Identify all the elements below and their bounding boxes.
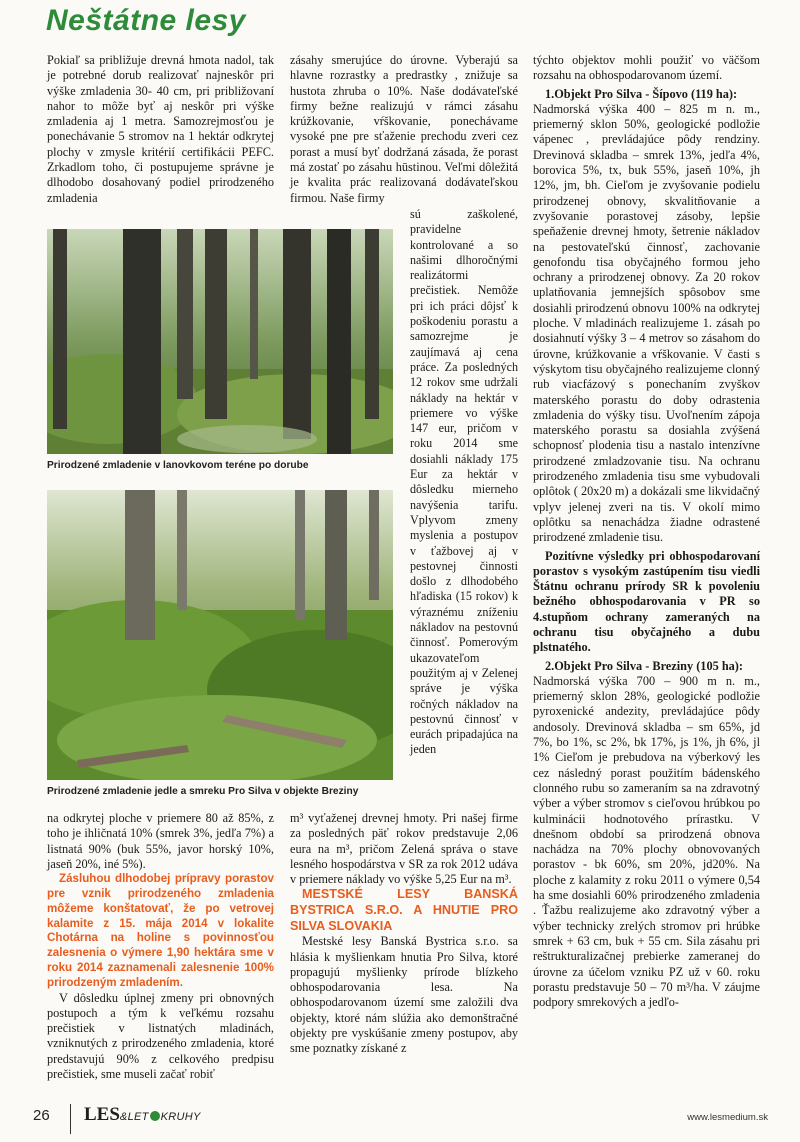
object-1-title: 1.Objekt Pro Silva - Šípovo (119 ha): (545, 86, 738, 101)
column-1-top (47, 53, 274, 206)
column-2-top (290, 53, 518, 206)
paragraph: V dôsledku úplnej zmeny pri obnovných postupoch a tým k veľkému rozsahu prečistiek v listnatých mladinách, vzniknutých z prirodzeného zmladenia, ktoré predstavujú 90% z celkového predpisu prečistiek, sme museli začať robiť (47, 990, 274, 1082)
highlight-paragraph: Zásluhou dlhodobej prípravy porastov pre vznik prirodzeného zmladenia môžeme konštatovať, že po vetrovej kalamite z 15. mája 2014 v lokalite Chotárna na holine s povinnosťou zalesnenia o výmere 1,90 hektára sme v roku 2014 zaznamenali zalesnenie 100% prirodzeným zmladením. (47, 872, 274, 989)
column-2-narrow (410, 207, 518, 758)
page-number: 26 (33, 1107, 50, 1124)
column-2-bottom (290, 811, 518, 1057)
paragraph: Mestské lesy Banská Bystrica s.r.o. sa hlásia k myšlienkam hnutia Pro Silva, ktoré propagujú myšlienky prírode blízkeho obhospodarovania lesa. Na obhospodarovanom území sme založili dva objekty, ktoré nám slúžia ako demonštračné objekty pre vyskúšanie zmeny postupov, aby sme poznatky získané z (290, 934, 518, 1056)
logo-les: LES (84, 1104, 120, 1125)
logo-let: LET (127, 1111, 149, 1123)
website-url: www.lesmedium.sk (687, 1112, 768, 1123)
logo-kruhy: KRUHY (160, 1111, 201, 1123)
paragraph: na odkrytej ploche v priemere 80 až 85%, z toho je ihličnatá 10% (smrek 3%, jedľa 7%) a listnatá 90% (buk 55%, javor horský 10%, jaseň 20%, iné 5%). (47, 811, 274, 871)
page-heading: Neštátne lesy (46, 4, 246, 37)
paragraph: Nadmorská výška 700 – 900 m n. m., priemerný sklon 28%, geologické podložie pyroxenické andezity, prevládajúce pôdy andosoly. Drevinová skladba – sm 65%, jd 7%, bo 1%, sc 2%, bk 17%, js 1%, jh 6%, jl 1% Cieľom je prebudova na výberkový les cez následný porast použitím bádenského clonného rubu so zameraním sa na zdravotný výber a výber stromov s cieľovou hrúbkou po kulminácii hodnotového prírastku. V dnešnom období sa prirodzená obnova nachádza na 70% plochy obnovovaných porastov - bk 60%, sm 20%, jd20%. Na ploche z kalamity z roku 2011 o výmere 0,54 ha sme dosiahli 60% prirodzeného zmladenia . Ťažbu realizujeme ako zdravotný výber a výber technicky zrelých stromov pri hrúbke smrek + 63 cm, buk + 55 cm. Sila zásahu pri reštrukturalizačnej prebierke zameranej do úrovne za účelom vzniku PZ už v 60. roku porastu predstavuje 50 – 70 m³/ha. V záujme podpory smrekových a jedľo- (533, 673, 760, 1010)
forest-photo-cableway (47, 229, 393, 454)
paragraph: m³ vyťaženej drevnej hmoty. Pri našej firme za posledných päť rokov predstavuje 2,06 eura na m³, pričom Zelená správa o stave lesného hospodárstva v SR za rok 2012 udáva v priemere náklady vo výške 5,25 Eur na m³. (290, 811, 518, 887)
paragraph: zásahy smerujúce do úrovne. Vyberajú sa hlavne rozrastky a predrastky , znižuje sa hustota zhruba o 10%. Naše dodávateľské firmy bežne realizujú v rámci zásahu krúžkovanie, vŕškovanie, ponechávame vysoké pne pre sťaženie prechodu zveri cez porast a musí byť dodržaná zásada, že porast má zostať po zásahu hūstinou. Veľmi dôležitá je kvalita prác realizovaná dodávateľskou firmou. Naše firmy (290, 53, 518, 205)
paragraph: týchto objektov mohli použiť vo väčšom rozsahu na obhospodarovanom území. (533, 53, 760, 83)
section-title: MESTSKÉ LESY BANSKÁ BYSTRICA S.R.O. A HNUTIE PRO SILVA SLOVAKIA (290, 887, 518, 933)
object-2-title: 2.Objekt Pro Silva - Breziny (105 ha): (545, 658, 743, 673)
forest-photo-breziny (47, 490, 393, 780)
logo-ring-icon (150, 1111, 160, 1121)
column-3 (533, 53, 760, 1010)
footer-divider (70, 1104, 71, 1134)
column-1-bottom (47, 811, 274, 1082)
logo-amp: & (119, 1111, 128, 1123)
paragraph: Nadmorská výška 400 – 825 m n. m., priemerný sklon 50%, geologické podložie vápenec , prevládajúce pôdy rendziny. Drevinová skladba – smrek 13%, jedľa 4%, borovica 5%, tx, buk 55%, jaseň 10%, jh 12%, jm, bh. Cieľom je zvyšovanie podielu prirodzenej obnovy, skvalitňovanie a zvyšovanie porastovej zásoby, lepšie speňaženie drevnej hmoty, šetrenie nákladov na pestovateľskú činnosť, zachovanie genofondu tisa obyčajného formou jeho ochrany a prirodzenej obnovy. Za 20 rokov uplatňovania jemnejších spôsobov sme dosiahli prirodzenú obnovu 100% na odkrytej ploche. V mladinách realizujeme 1. zásah po dosiahnutí výšky 3 – 4 metrov so zásahom do úrovne, krúžkovanie a vŕškovanie. V časti s výskytom tisu obyčajného realizujeme clonný rub viacfázový s ponechaním zvyškov materského porastu do doby odrastenia zmladenia do výšky tisu. Uvoľnením zápoja materského porastu sa dosiahla zvýšená schopnosť plodenia tisu a nastalo intenzívne prirodzené zmladzovanie tisu. Na ochranu prirodzeného zmladenia tisu sme vybudovali oplôtok ( 20x20 m) a dokázali sme likvidačný vplyv jelenej zveri na tis. V okolí mimo oplôtku sa nenachádza žiadne odrastené prirodzené zmladenie tisu. (533, 101, 760, 545)
photo-caption-2: Prirodzené zmladenie jedle a smreku Pro Silva v objekte Breziny (47, 786, 359, 797)
paragraph: sú zaškolené, pravidelne kontrolované a so našimi dlhoročnými realizátormi prečistiek. Nemôže pri ich práci dôjsť k poškodeniu porastu a samozrejme je zaujímavá aj cena práce. Za posledných 12 rokov sme udržali náklady na hektár v priemere vo výške 147 eur, pričom v roku 2014 sme dosiahli náklady 175 Eur za hektár v dôsledku mierneho navýšenia tarifu. Vplyvom zmeny myslenia a postupov v ťažbovej aj v pestovnej činnosti došlo z dlhodobého hľadiska (15 rokov) k výraznému zníženiu nákladov na pestovnú činnosť. Pomerovým ukazovateľom použitým aj v Zelenej správe je výška ročných nákladov na pestovnú činnosť v eurách pripadajúca na jeden (410, 207, 518, 757)
photo-caption-1: Prirodzené zmladenie v lanovkovom teréne po dorube (47, 460, 309, 471)
magazine-logo (84, 1104, 201, 1126)
positive-results-paragraph: Pozitívne výsledky pri obhospodarovaní porastov s vysokým zastúpením tisu viedli Štátnu ochranu prírody SR k povoleniu bežného obhospodarovania v PR so 4.stupňom ochrany zameraných na ochranu tisu obyčajného a dubu plstnatého. (533, 548, 760, 655)
paragraph: Pokiaľ sa približuje drevná hmota nadol, tak je potrebné dorub realizovať najneskôr pri výške zmladenia 30- 40 cm, pri približovaní nahor to môže byť aj neskôr pri výške zmladenia aj 1 metra. Samozrejmosťou je ponechávanie 5 stromov na 1 hektár odkrytej plochy v zmysle kritérií certifikácii PEFC. Zrkadlom toho, či postupujeme správne je dlhodobo dosahovaný podiel prirodzeného zmladenia (47, 53, 274, 205)
